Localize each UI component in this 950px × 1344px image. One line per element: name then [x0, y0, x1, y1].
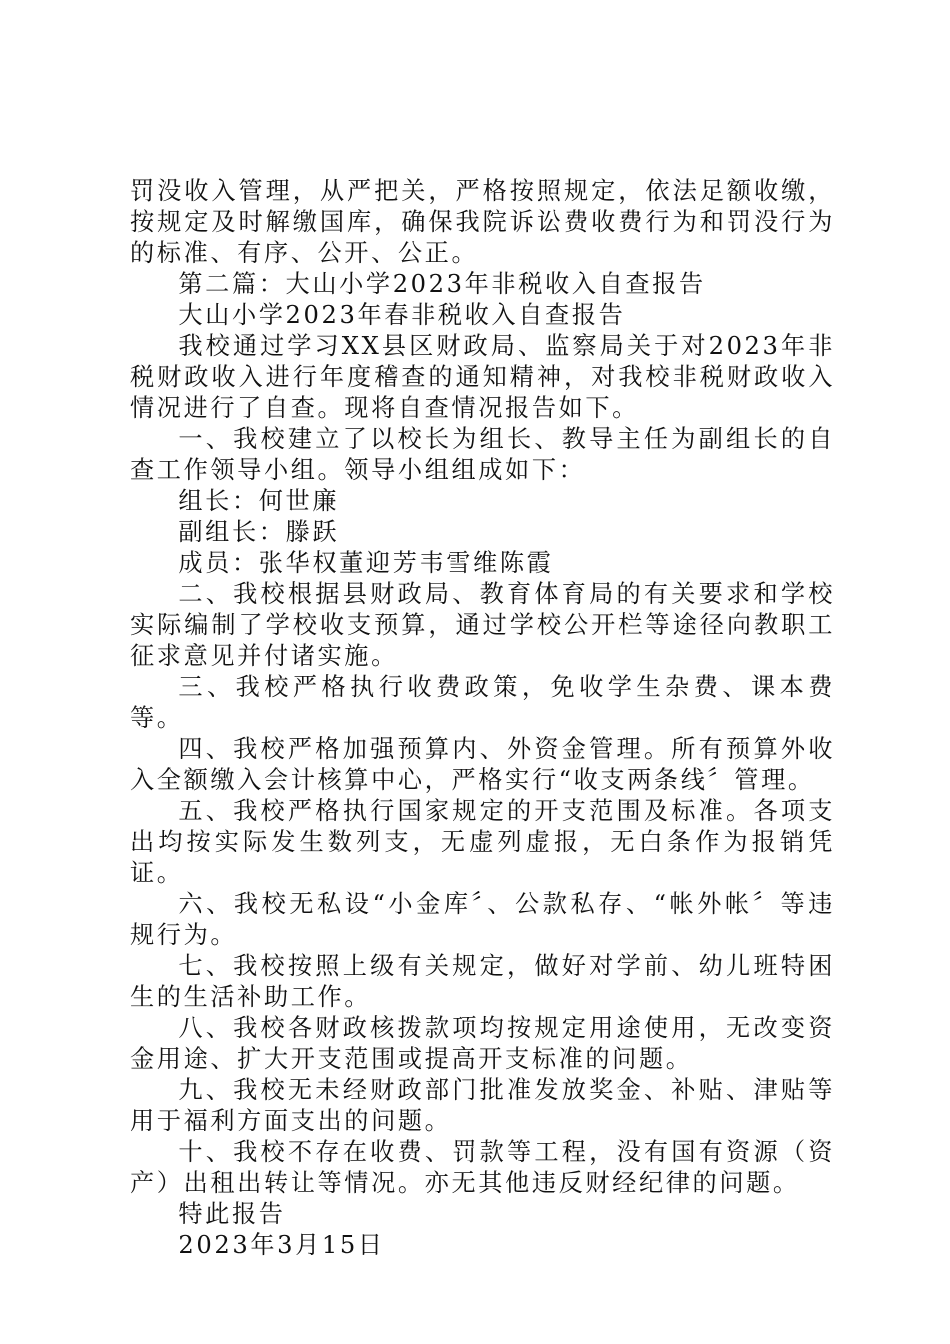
report-title: 大山小学2023年春非税收入自查报告 [178, 301, 626, 329]
paragraph-item-2: 二、我校根据县财政局、教育体育局的有关要求和学校实际编制了学校收支预算，通过学校公开栏等途径向教职工征求意见并付诸实施。 [130, 580, 835, 670]
paragraph-item-7: 七、我校按照上级有关规定，做好对学前、幼儿班特困生的生活补助工作。 [130, 952, 835, 1011]
paragraph-item-3: 三、我校严格执行收费政策，免收学生杂费、课本费等。 [130, 673, 835, 732]
paragraph-intro: 我校通过学习XX县区财政局、监察局关于对2023年非税财政收入进行年度稽查的通知精神，对我校非税财政收入情况进行了自查。现将自查情况报告如下。 [130, 332, 835, 422]
closing-remark: 特此报告 [178, 1200, 286, 1228]
paragraph-item-5: 五、我校严格执行国家规定的开支范围及标准。各项支出均按实际发生数列支，无虚列虚报，无白条作为报销凭证。 [130, 797, 835, 887]
team-deputy-leader: 副组长：滕跃 [178, 518, 340, 546]
paragraph-item-6: 六、我校无私设“小金库〞、公款私存、“帐外帐〞等违规行为。 [130, 890, 835, 949]
report-date: 2023年3月15日 [178, 1231, 385, 1259]
paragraph-continuation: 罚没收入管理，从严把关，严格按照规定，依法足额收缴，按规定及时解缴国库，确保我院诉讼费收费行为和罚没行为的标准、有序、公开、公正。 [130, 177, 835, 267]
paragraph-item-10: 十、我校不存在收费、罚款等工程，没有国有资源（资产）出租出转让等情况。亦无其他违反财经纪律的问题。 [130, 1138, 835, 1197]
paragraph-item-1: 一、我校建立了以校长为组长、教导主任为副组长的自查工作领导小组。领导小组组成如下： [130, 425, 835, 484]
paragraph-item-8: 八、我校各财政核拨款项均按规定用途使用，无改变资金用途、扩大开支范围或提高开支标准的问题。 [130, 1014, 835, 1073]
paragraph-item-9: 九、我校无未经财政部门批准发放奖金、补贴、津贴等用于福利方面支出的问题。 [130, 1076, 835, 1135]
team-leader: 组长：何世廉 [178, 487, 340, 515]
document-body [130, 176, 835, 1261]
section-heading: 第二篇：大山小学2023年非税收入自查报告 [178, 270, 706, 298]
paragraph-item-4: 四、我校严格加强预算内、外资金管理。所有预算外收入全额缴入会计核算中心，严格实行“收支两条线〞管理。 [130, 735, 835, 794]
team-members: 成员：张华权董迎芳韦雪维陈霞 [178, 549, 554, 577]
